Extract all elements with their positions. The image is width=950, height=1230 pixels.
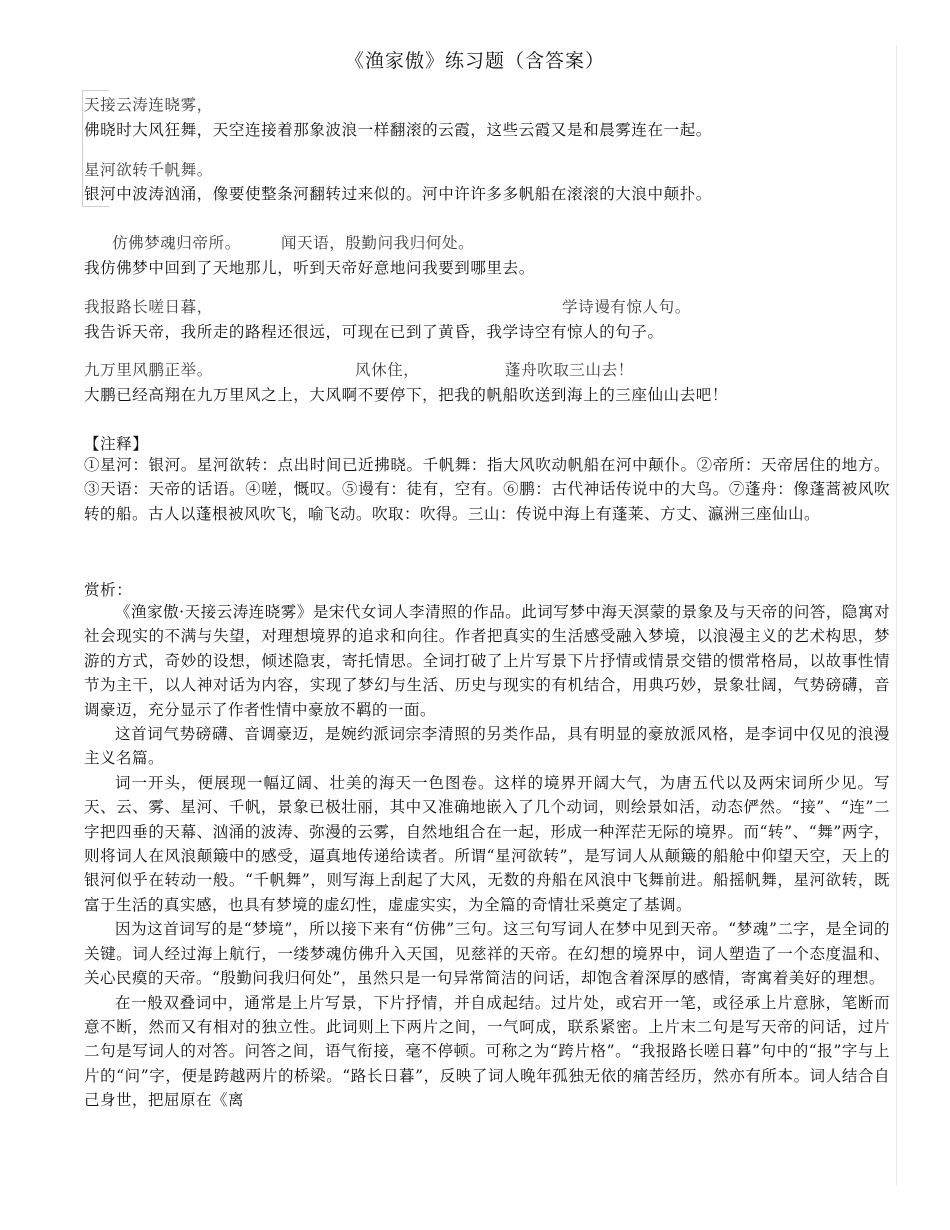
notes-heading: 【注释】: [84, 435, 149, 453]
verse-line-2: 星河欲转千帆舞。: [84, 161, 213, 179]
analysis-heading: 赏析：: [84, 581, 133, 599]
translation-line-5: 大鹏已经高翔在九万里风之上，大风啊不要停下，把我的帆船吹送到海上的三座仙山去吧！: [84, 386, 729, 404]
translation-line-2: 银河中波涛汹涌，像要使整条河翻转过来似的。河中许许多多帆船在滚滚的大浪中颠扑。: [84, 185, 712, 203]
verse-line-1: 天接云涛连晓雾，: [84, 96, 213, 114]
translation-line-1: 佛晓时大风狂舞，天空连接着那象波浪一样翻滚的云霞，这些云霞又是和晨雾连在一起。: [84, 121, 712, 139]
verse-line-3b: 闻天语，殷勤问我归何处。: [281, 234, 475, 252]
analysis-paragraph: 这首词气势磅礴、音调豪迈，是婉约派词宗李清照的另类作品，具有明显的豪放派风格，是李词中仅见的浪漫主义名篇。: [84, 725, 890, 768]
verse-line-4b: 学诗谩有惊人句。: [562, 298, 691, 316]
verse-line-5c: 蓬舟吹取三山去！: [505, 361, 634, 379]
verse-line-3a: 仿佛梦魂归帝所。: [112, 234, 241, 252]
verse-line-5b: 风休住，: [355, 361, 420, 379]
verse-line-4a: 我报路长嗟日暮，: [84, 298, 213, 316]
translation-line-3: 我仿佛梦中回到了天地那儿，听到天帝好意地问我要到哪里去。: [84, 259, 535, 277]
analysis-paragraph: 《渔家傲·天接云涛连晓雾》是宋代女词人李清照的作品。此词写梦中海天溟蒙的景象及与天帝的问答，隐寓对社会现实的不满与失望，对理想境界的追求和向往。作者把真实的生活感受融入梦境，以浪漫主义的艺术构思，梦游的方式，奇妙的设想，倾述隐衷，寄托情思。全词打破了上片写景下片抒情或情景交错的惯常格局，以故事性情节为主干，以人神对话为内容，实现了梦幻与生活、历史与现实的有机结合，用典巧妙，景象壮阔，气势磅礴，音调豪迈，充分显示了作者性情中豪放不羁的一面。: [84, 603, 890, 719]
page-border: [896, 45, 897, 1185]
analysis-paragraph: 因为这首词写的是“梦境”，所以接下来有“仿佛”三句。这三句写词人在梦中见到天帝。“梦魂”二字，是全词的关键。词人经过海上航行，一缕梦魂仿佛升入天国，见慈祥的天帝。在幻想的境界中，词人塑造了一个态度温和、关心民瘼的天帝。“殷勤问我归何处”，虽然只是一句异常简洁的问话，却饱含着深厚的感情，寄寓着美好的理想。: [84, 920, 890, 988]
translation-line-4: 我告诉天帝，我所走的路程还很远，可现在已到了黄昏，我学诗空有惊人的句子。: [84, 323, 664, 341]
notes-text: ①星河：银河。星河欲转：点出时间已近拂晓。千帆舞：指大风吹动帆船在河中颠仆。②帝所：天帝居住的地方。③天语：天帝的话语。④嗟，慨叹。⑤谩有：徒有，空有。⑥鹏：古代神话传说中的大鸟。⑦蓬舟：像蓬蒿被风吹转的船。古人以蓬根被风吹飞，喻飞动。吹取：吹得。三山：传说中海上有蓬莱、方丈、瀛洲三座仙山。: [84, 456, 890, 523]
analysis-paragraph: 在一般双叠词中，通常是上片写景，下片抒情，并自成起结。过片处，或宕开一笔，或径承上片意脉，笔断而意不断，然而又有相对的独立性。此词则上下两片之间，一气呵成，联系紧密。上片末二句是写天帝的问话，过片二句是写词人的对答。问答之间，语气衔接，毫不停顿。可称之为“跨片格”。“我报路长嗟日暮”句中的“报”字与上片的“问”字，便是跨越两片的桥梁。“路长日暮”，反映了词人晚年孤独无依的痛苦经历，然亦有所本。词人结合自己身世，把屈原在《离: [84, 993, 890, 1110]
verse-line-5a: 九万里风鹏正举。: [84, 361, 213, 379]
analysis-paragraph: 词一开头，便展现一幅辽阔、壮美的海天一色图卷。这样的境界开阔大气，为唐五代以及两宋词所少见。写天、云、雾、星河、千帆，景象已极壮丽，其中又准确地嵌入了几个动词，则绘景如活，动态俨然。“接”、“连”二字把四垂的天幕、汹涌的波涛、弥漫的云雾，自然地组合在一起，形成一种浑茫无际的境界。而“转”、“舞”两字，则将词人在风浪颠簸中的感受，逼真地传递给读者。所谓“星河欲转”，是写词人从颠簸的船舱中仰望天空，天上的银河似乎在转动一般。“千帆舞”，则写海上刮起了大风，无数的舟船在风浪中飞舞前进。船摇帆舞，星河欲转，既富于生活的真实感，也具有梦境的虚幻性，虚虚实实，为全篇的奇情壮采奠定了基调。: [84, 773, 890, 914]
analysis-body: [84, 600, 890, 1113]
page-title: 《渔家傲》练习题（含答案）: [344, 50, 605, 72]
